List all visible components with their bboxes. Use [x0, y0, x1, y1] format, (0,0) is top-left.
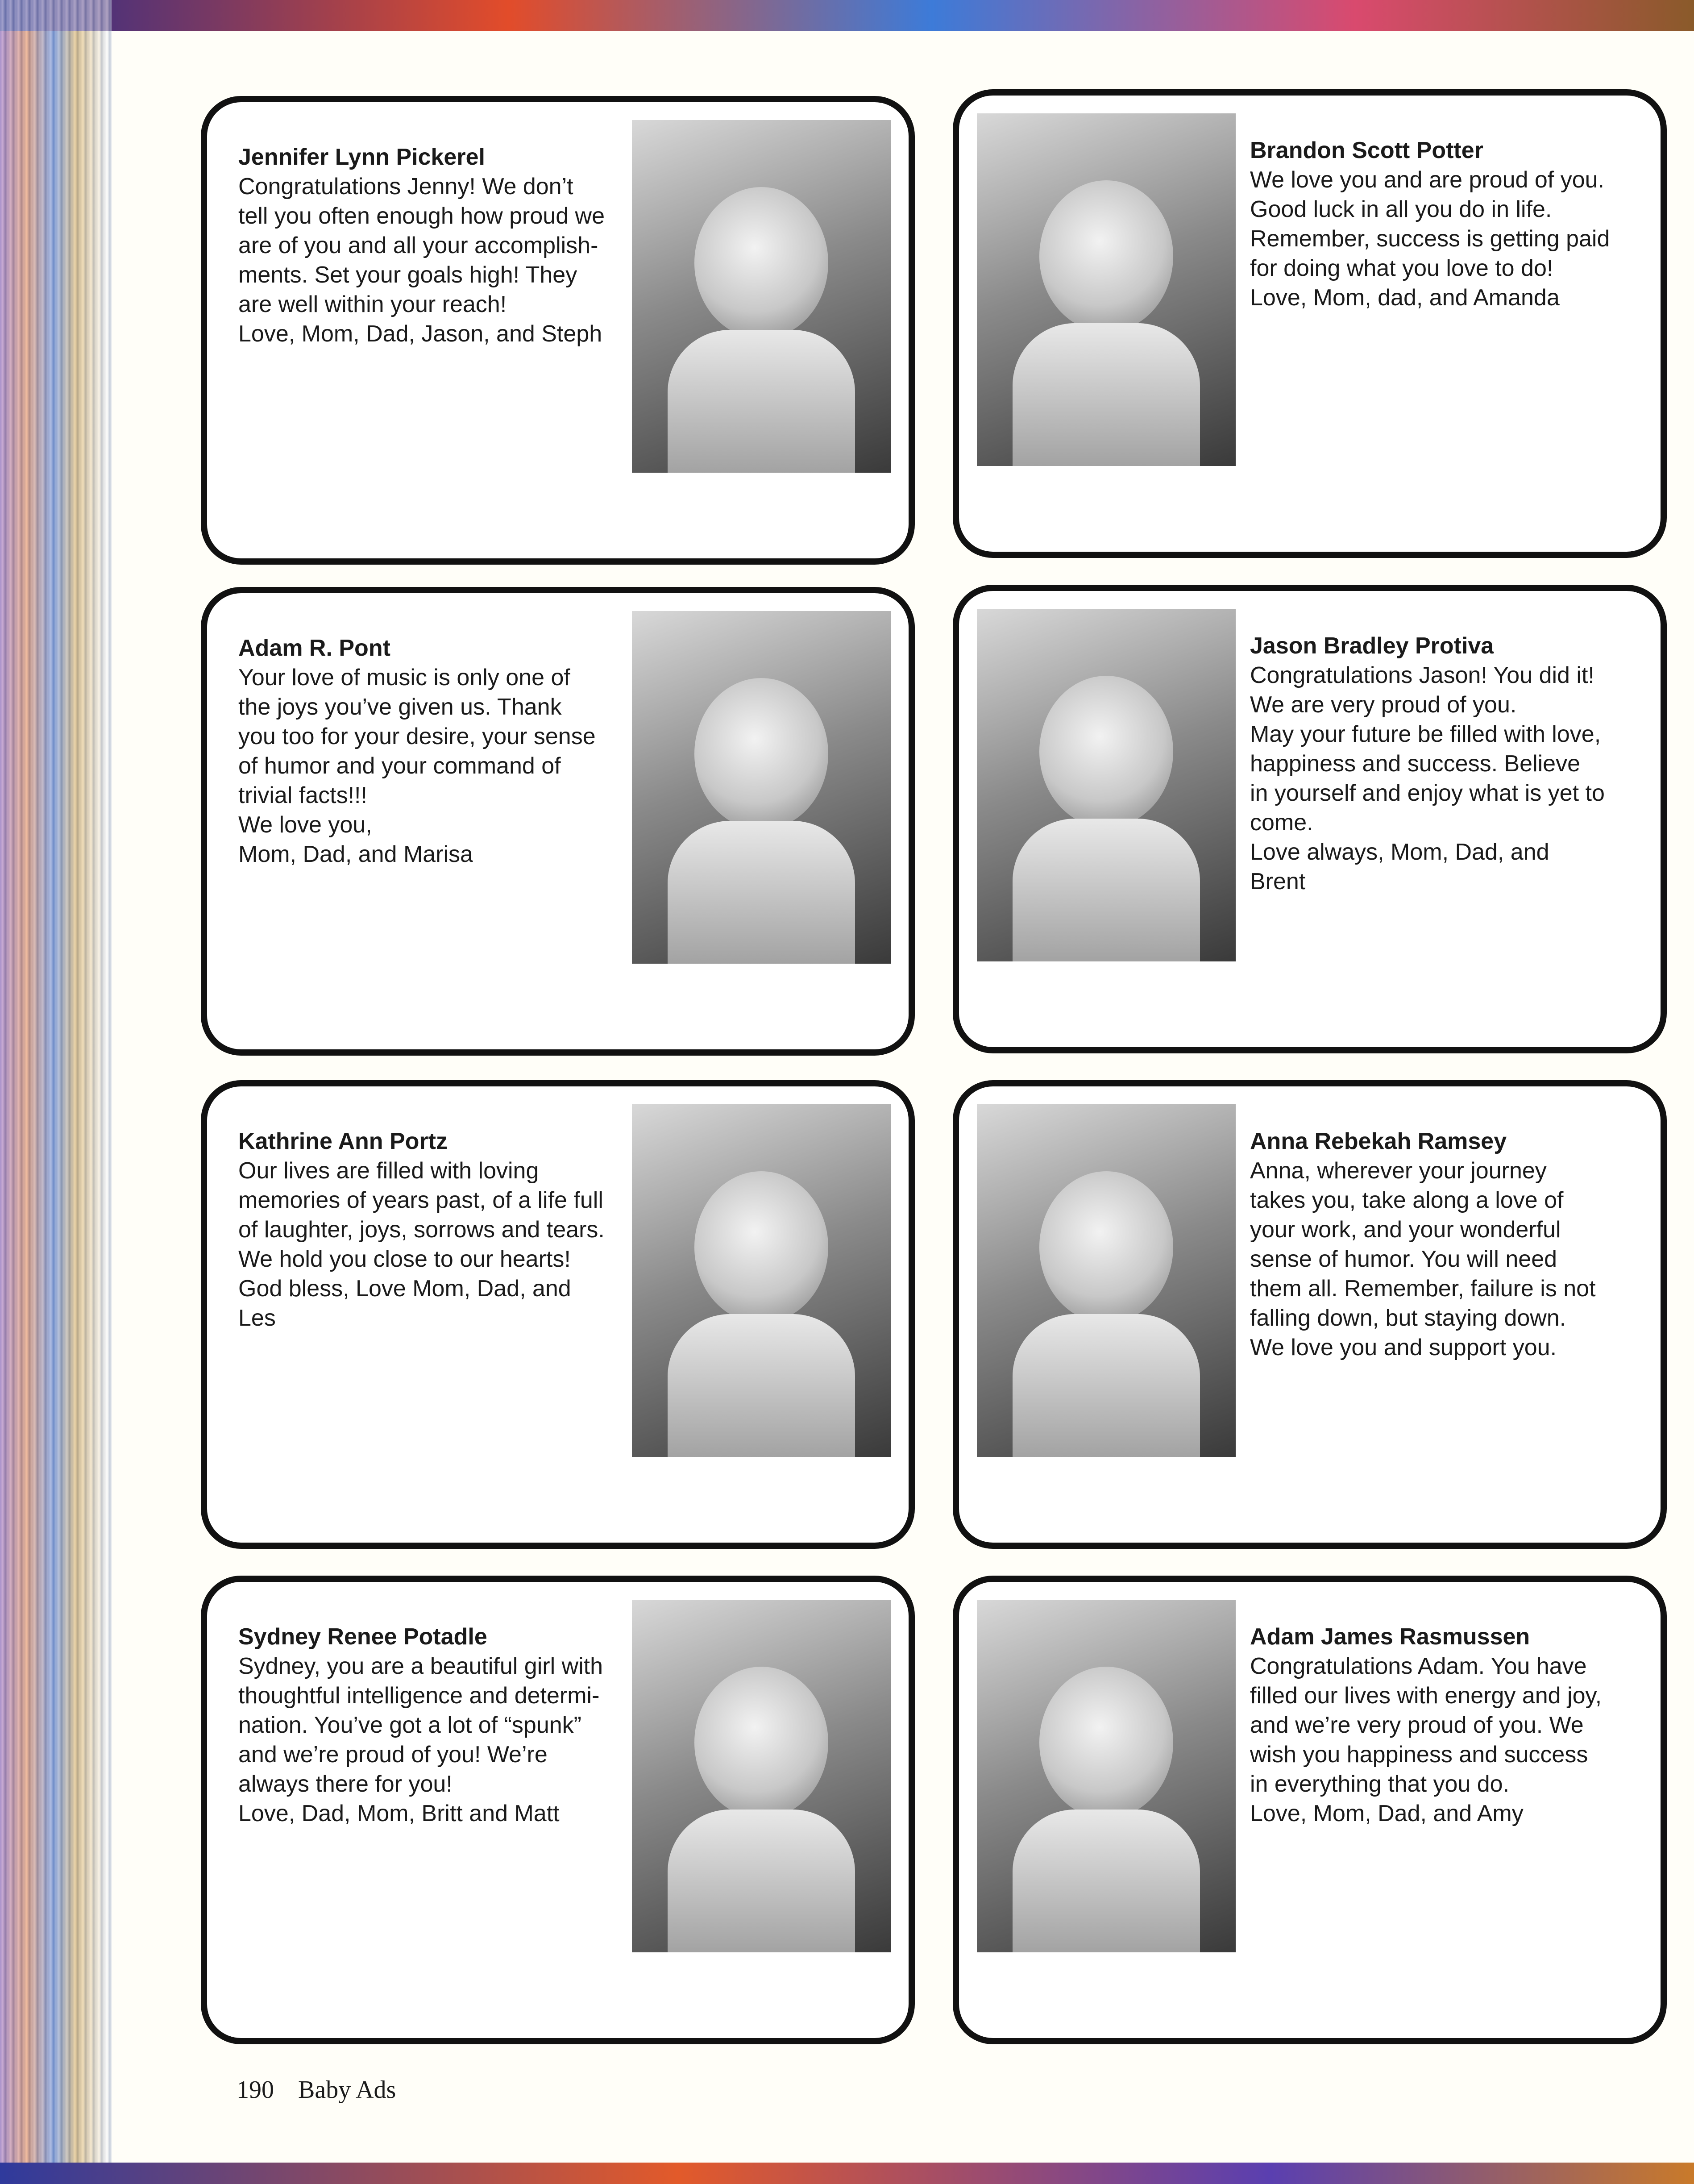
section-title: Baby Ads — [298, 2076, 396, 2104]
baby-photo — [977, 1600, 1236, 1952]
ad-message: Your love of music is only one of the joys you’ve given us. Thank you too for your desire, your sense of humor and your command of trivial facts!!! We love you, Mom, Dad, and Marisa — [238, 665, 596, 867]
baby-photo — [977, 1104, 1236, 1457]
baby-ad-card — [953, 1080, 1667, 1549]
ad-text — [1250, 1622, 1643, 1828]
top-decorative-band — [0, 0, 1694, 31]
baby-ad-card — [953, 585, 1667, 1053]
ad-message: Congratulations Jason! You did it! We are very proud of you. May your future be filled with love, happiness and success. Believe in yourself and enjoy what is yet to come. Love always, Mom, Dad, and Brent — [1250, 662, 1605, 894]
baby-ad-card — [953, 1576, 1667, 2044]
ad-text — [1250, 631, 1643, 896]
ad-name: Adam James Rasmussen — [1250, 1624, 1530, 1650]
baby-ad-card — [201, 1576, 915, 2044]
bottom-decorative-band — [0, 2163, 1694, 2184]
page-footer — [237, 2076, 396, 2104]
ad-name: Jennifer Lynn Pickerel — [238, 144, 485, 170]
ad-name: Adam R. Pont — [238, 635, 390, 661]
ad-message: Anna, wherever your journey takes you, take along a love of your work, and your wonderful sense of humor. You will need them all. Remember, failure is not falling down, but staying down. We love you and support you. — [1250, 1158, 1596, 1360]
ad-text — [1250, 1127, 1643, 1362]
baby-photo — [632, 611, 891, 964]
ad-message: Our lives are filled with loving memories of years past, of a life full of laughter, joys, sorrows and tears. We hold you close to our hearts! God bless, Love Mom, Dad, and Les — [238, 1158, 605, 1331]
ad-name: Brandon Scott Potter — [1250, 137, 1483, 163]
ad-name: Anna Rebekah Ramsey — [1250, 1128, 1507, 1154]
baby-ad-card — [953, 89, 1667, 558]
ad-message: Sydney, you are a beautiful girl with thoughtful intelligence and determi- nation. You’ve got a lot of “spunk” and we’re proud of you! We’re always there for you! Love, Dad, Mom, Britt and Matt — [238, 1653, 603, 1826]
ad-text — [1250, 136, 1643, 312]
ad-name: Kathrine Ann Portz — [238, 1128, 448, 1154]
ad-message: Congratulations Jenny! We don’t tell you often enough how proud we are of you and all your accomplish- ments. Set your goals high! They are well within your reach! Love, Mom, Dad, Jason, and Steph — [238, 174, 605, 347]
ad-message: Congratulations Adam. You have filled our lives with energy and joy, and we’re very proud of you. We wish you happiness and success in everything that you do. Love, Mom, Dad, and Amy — [1250, 1653, 1602, 1826]
ad-text — [238, 633, 622, 869]
book-spine-edge — [0, 0, 112, 2184]
baby-photo — [632, 120, 891, 473]
baby-ad-card — [201, 1080, 915, 1549]
ad-text — [238, 142, 622, 349]
baby-photo — [632, 1104, 891, 1457]
ad-name: Sydney Renee Potadle — [238, 1624, 487, 1650]
baby-photo — [632, 1600, 891, 1952]
baby-ad-card — [201, 96, 915, 565]
ad-text — [238, 1622, 622, 1828]
baby-photo — [977, 113, 1236, 466]
ad-text — [238, 1127, 622, 1333]
baby-photo — [977, 609, 1236, 961]
page-number: 190 — [237, 2076, 274, 2104]
ad-name: Jason Bradley Protiva — [1250, 633, 1494, 659]
ad-message: We love you and are proud of you. Good luck in all you do in life. Remember, success is getting paid for doing what you love to do! Love, Mom, dad, and Amanda — [1250, 167, 1610, 311]
baby-ad-card — [201, 587, 915, 1056]
